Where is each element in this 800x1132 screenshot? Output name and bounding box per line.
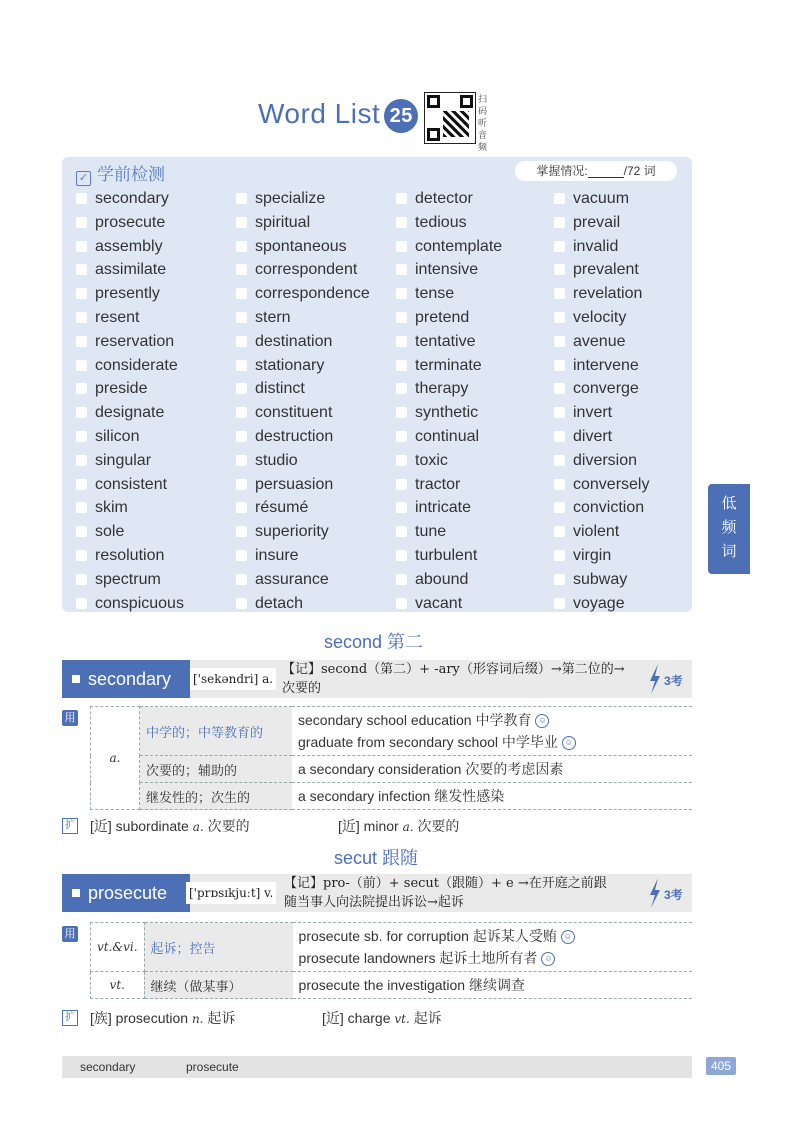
exam-count: 3考 — [664, 674, 683, 688]
vocab-word-checkbox[interactable]: silicon — [76, 425, 226, 449]
vocab-word-checkbox[interactable]: assurance — [236, 568, 386, 592]
page-title — [258, 98, 418, 133]
vocab-word-checkbox[interactable]: conspicuous — [76, 592, 226, 616]
page-number: 405 — [706, 1057, 736, 1075]
related-word — [90, 1008, 235, 1028]
exam-bolt-icon — [648, 878, 662, 908]
vocab-word-checkbox[interactable]: velocity — [554, 306, 704, 330]
vocab-word-checkbox[interactable]: correspondence — [236, 282, 386, 306]
square-bullet-icon — [72, 675, 80, 683]
side-tab-char: 词 — [721, 543, 737, 560]
vocab-word-checkbox[interactable]: toxic — [396, 449, 546, 473]
mnemonic-line: 次要的 — [282, 681, 322, 696]
vocab-word-checkbox[interactable]: tense — [396, 282, 546, 306]
vocab-word-checkbox[interactable]: superiority — [236, 520, 386, 544]
example-cell — [293, 923, 692, 972]
meaning-cell: 继续（做某事） — [144, 972, 293, 999]
related-word — [322, 1008, 442, 1028]
vocab-word-checkbox[interactable]: persuasion — [236, 473, 386, 497]
headword — [62, 874, 190, 912]
vocab-word-checkbox[interactable]: detach — [236, 592, 386, 616]
vocab-word-checkbox[interactable]: divert — [554, 425, 704, 449]
vocab-word-checkbox[interactable]: vacuum — [554, 187, 704, 211]
table-row — [91, 923, 693, 972]
word-column — [236, 187, 386, 615]
vocab-word-checkbox[interactable]: constituent — [236, 401, 386, 425]
list-number-badge: 25 — [384, 99, 418, 133]
usage-table — [90, 706, 692, 810]
vocab-word-checkbox[interactable]: stationary — [236, 354, 386, 378]
footer-bar — [62, 1056, 692, 1078]
vocab-word-checkbox[interactable]: tentative — [396, 330, 546, 354]
vocab-word-checkbox[interactable]: spontaneous — [236, 235, 386, 259]
related-word — [338, 816, 459, 836]
table-row — [91, 707, 693, 756]
headword — [62, 660, 190, 698]
qr-code-icon[interactable] — [424, 92, 476, 144]
example-text: prosecute landowners 起诉土地所有者 — [298, 950, 538, 966]
related-word — [90, 816, 250, 836]
table-row — [91, 756, 693, 783]
pos-cell: a. — [91, 707, 140, 810]
example-cell — [292, 707, 692, 756]
vocab-word-checkbox[interactable]: assimilate — [76, 258, 226, 282]
word-column — [76, 187, 226, 615]
vocab-word-checkbox[interactable]: conviction — [554, 496, 704, 520]
mnemonic-line: 【记】pro-（前）+ secut（跟随）+ e →在开庭之前跟 — [284, 876, 607, 891]
vocab-word-checkbox[interactable]: vacant — [396, 592, 546, 616]
extension-icon: 扩 — [62, 1010, 78, 1026]
vocab-word-checkbox[interactable]: spiritual — [236, 211, 386, 235]
related-term: [近] subordinate — [90, 818, 189, 834]
vocab-word-checkbox[interactable]: secondary — [76, 187, 226, 211]
vocab-word-checkbox[interactable]: insure — [236, 544, 386, 568]
side-tab-char: 低 — [721, 495, 737, 512]
mastery-counter — [515, 161, 677, 181]
related-meaning: 起诉 — [207, 1010, 236, 1026]
phonetic: ['sekəndri] a. — [190, 668, 276, 690]
vocab-word-checkbox[interactable]: designate — [76, 401, 226, 425]
vocab-word-checkbox[interactable]: contemplate — [396, 235, 546, 259]
vocab-word-checkbox[interactable]: continual — [396, 425, 546, 449]
vocab-word-checkbox[interactable]: resolution — [76, 544, 226, 568]
pos-cell: vt.&vi. — [91, 923, 145, 972]
mastery-label: 掌握情况: — [536, 164, 588, 178]
vocab-word-checkbox[interactable]: tedious — [396, 211, 546, 235]
vocab-word-checkbox[interactable]: destruction — [236, 425, 386, 449]
footer-word: secondary — [80, 1060, 136, 1074]
ghost-icon: ☺ — [541, 952, 555, 966]
vocab-word-checkbox[interactable]: skim — [76, 496, 226, 520]
vocab-word-checkbox[interactable]: spectrum — [76, 568, 226, 592]
vocab-word-checkbox[interactable]: preside — [76, 377, 226, 401]
vocab-word-checkbox[interactable]: converge — [554, 377, 704, 401]
mastery-blank[interactable] — [588, 165, 624, 178]
meaning-cell: 次要的；辅助的 — [140, 756, 293, 783]
related-pos: a. — [192, 820, 204, 834]
vocab-word-checkbox[interactable]: invert — [554, 401, 704, 425]
mnemonic-line: 随当事人向法院提出诉讼→起诉 — [284, 895, 464, 910]
footer-word: prosecute — [186, 1060, 239, 1074]
square-bullet-icon — [72, 889, 80, 897]
vocab-word-checkbox[interactable]: sole — [76, 520, 226, 544]
vocab-word-checkbox[interactable]: reservation — [76, 330, 226, 354]
vocab-word-checkbox[interactable]: revelation — [554, 282, 704, 306]
root-heading: secut 跟随 — [334, 848, 419, 868]
vocab-word-checkbox[interactable]: turbulent — [396, 544, 546, 568]
example-text: secondary school education 中学教育 — [298, 712, 532, 728]
vocab-word-checkbox[interactable]: intensive — [396, 258, 546, 282]
vocab-word-checkbox[interactable]: specialize — [236, 187, 386, 211]
word-column — [396, 187, 546, 615]
ghost-icon: ☺ — [562, 736, 576, 750]
example-text: graduate from secondary school 中学毕业 — [298, 734, 558, 750]
frequency-side-tab[interactable] — [708, 484, 750, 574]
extension-icon: 扩 — [62, 818, 78, 834]
example-text: prosecute sb. for corruption 起诉某人受贿 — [298, 928, 557, 944]
related-meaning: 次要的 — [417, 818, 460, 834]
vocab-word-checkbox[interactable]: distinct — [236, 377, 386, 401]
vocab-word-checkbox[interactable]: singular — [76, 449, 226, 473]
vocab-word-checkbox[interactable]: invalid — [554, 235, 704, 259]
vocab-word-checkbox[interactable]: diversion — [554, 449, 704, 473]
vocab-word-checkbox[interactable]: correspondent — [236, 258, 386, 282]
vocab-word-checkbox[interactable]: avenue — [554, 330, 704, 354]
mastery-total: /72 词 — [623, 164, 656, 178]
vocab-word-checkbox[interactable]: synthetic — [396, 401, 546, 425]
vocab-word-checkbox[interactable]: resent — [76, 306, 226, 330]
vocab-word-checkbox[interactable]: intervene — [554, 354, 704, 378]
vocab-word-checkbox[interactable]: consistent — [76, 473, 226, 497]
example-cell: prosecute the investigation 继续调查 — [293, 972, 692, 999]
related-pos: vt. — [394, 1012, 410, 1026]
qr-caption: 扫码听音频 — [478, 95, 488, 153]
table-row — [91, 783, 693, 810]
usage-icon: 用 — [62, 710, 78, 726]
vocab-word-checkbox[interactable]: prevalent — [554, 258, 704, 282]
vocab-word-checkbox[interactable]: conversely — [554, 473, 704, 497]
vocab-word-checkbox[interactable]: violent — [554, 520, 704, 544]
exam-bolt-icon — [648, 664, 662, 694]
pos-cell: vt. — [91, 972, 145, 999]
vocab-word-checkbox[interactable]: considerate — [76, 354, 226, 378]
related-meaning: 次要的 — [207, 818, 250, 834]
table-row — [91, 972, 693, 999]
vocab-word-checkbox[interactable]: assembly — [76, 235, 226, 259]
related-term: [近] minor — [338, 818, 399, 834]
vocab-word-checkbox[interactable]: prosecute — [76, 211, 226, 235]
ghost-icon: ☺ — [561, 930, 575, 944]
vocab-word-checkbox[interactable]: stern — [236, 306, 386, 330]
vocab-word-checkbox[interactable]: detector — [396, 187, 546, 211]
related-term: [族] prosecution — [90, 1010, 189, 1026]
related-pos: a. — [402, 820, 414, 834]
vocab-word-checkbox[interactable]: destination — [236, 330, 386, 354]
checkbox-icon: ✓ — [76, 171, 91, 186]
vocab-word-checkbox[interactable]: tune — [396, 520, 546, 544]
vocab-word-checkbox[interactable]: prevail — [554, 211, 704, 235]
related-term: [近] charge — [322, 1010, 391, 1026]
related-pos: n. — [191, 1012, 204, 1026]
headword-text: secondary — [88, 669, 172, 689]
vocab-word-checkbox[interactable]: voyage — [554, 592, 704, 616]
vocab-word-checkbox[interactable]: therapy — [396, 377, 546, 401]
meaning-cell: 起诉；控告 — [144, 923, 293, 972]
vocab-word-checkbox[interactable]: résumé — [236, 496, 386, 520]
mnemonic — [282, 660, 625, 698]
root-heading: second 第二 — [324, 632, 424, 652]
side-tab-label — [708, 492, 750, 564]
panel-title-text: 学前检测 — [97, 165, 165, 184]
mnemonic — [284, 874, 607, 912]
ghost-icon: ☺ — [535, 714, 549, 728]
related-meaning: 起诉 — [413, 1010, 442, 1026]
title-text: Word List — [258, 98, 381, 129]
usage-table — [90, 922, 692, 999]
vocab-word-checkbox[interactable]: virgin — [554, 544, 704, 568]
mnemonic-line: 【记】second（第二）+ -ary（形容词后缀）→第二位的→ — [282, 662, 625, 677]
vocab-word-checkbox[interactable]: abound — [396, 568, 546, 592]
vocab-word-checkbox[interactable]: studio — [236, 449, 386, 473]
usage-icon: 用 — [62, 926, 78, 942]
side-tab-char: 频 — [721, 519, 737, 536]
meaning-cell: 中学的；中等教育的 — [140, 707, 293, 756]
headword-text: prosecute — [88, 883, 168, 903]
meaning-cell: 继发性的；次生的 — [140, 783, 293, 810]
exam-count: 3考 — [664, 888, 683, 902]
example-cell: a secondary infection 继发性感染 — [292, 783, 692, 810]
example-cell: a secondary consideration 次要的考虑因素 — [292, 756, 692, 783]
vocab-word-checkbox[interactable]: subway — [554, 568, 704, 592]
panel-title — [76, 160, 165, 185]
phonetic: ['prɒsɪkjuːt] v. — [186, 882, 276, 904]
vocab-word-checkbox[interactable]: pretend — [396, 306, 546, 330]
vocab-word-checkbox[interactable]: terminate — [396, 354, 546, 378]
vocab-word-checkbox[interactable]: intricate — [396, 496, 546, 520]
word-column — [554, 187, 704, 615]
vocab-word-checkbox[interactable]: tractor — [396, 473, 546, 497]
vocab-word-checkbox[interactable]: presently — [76, 282, 226, 306]
